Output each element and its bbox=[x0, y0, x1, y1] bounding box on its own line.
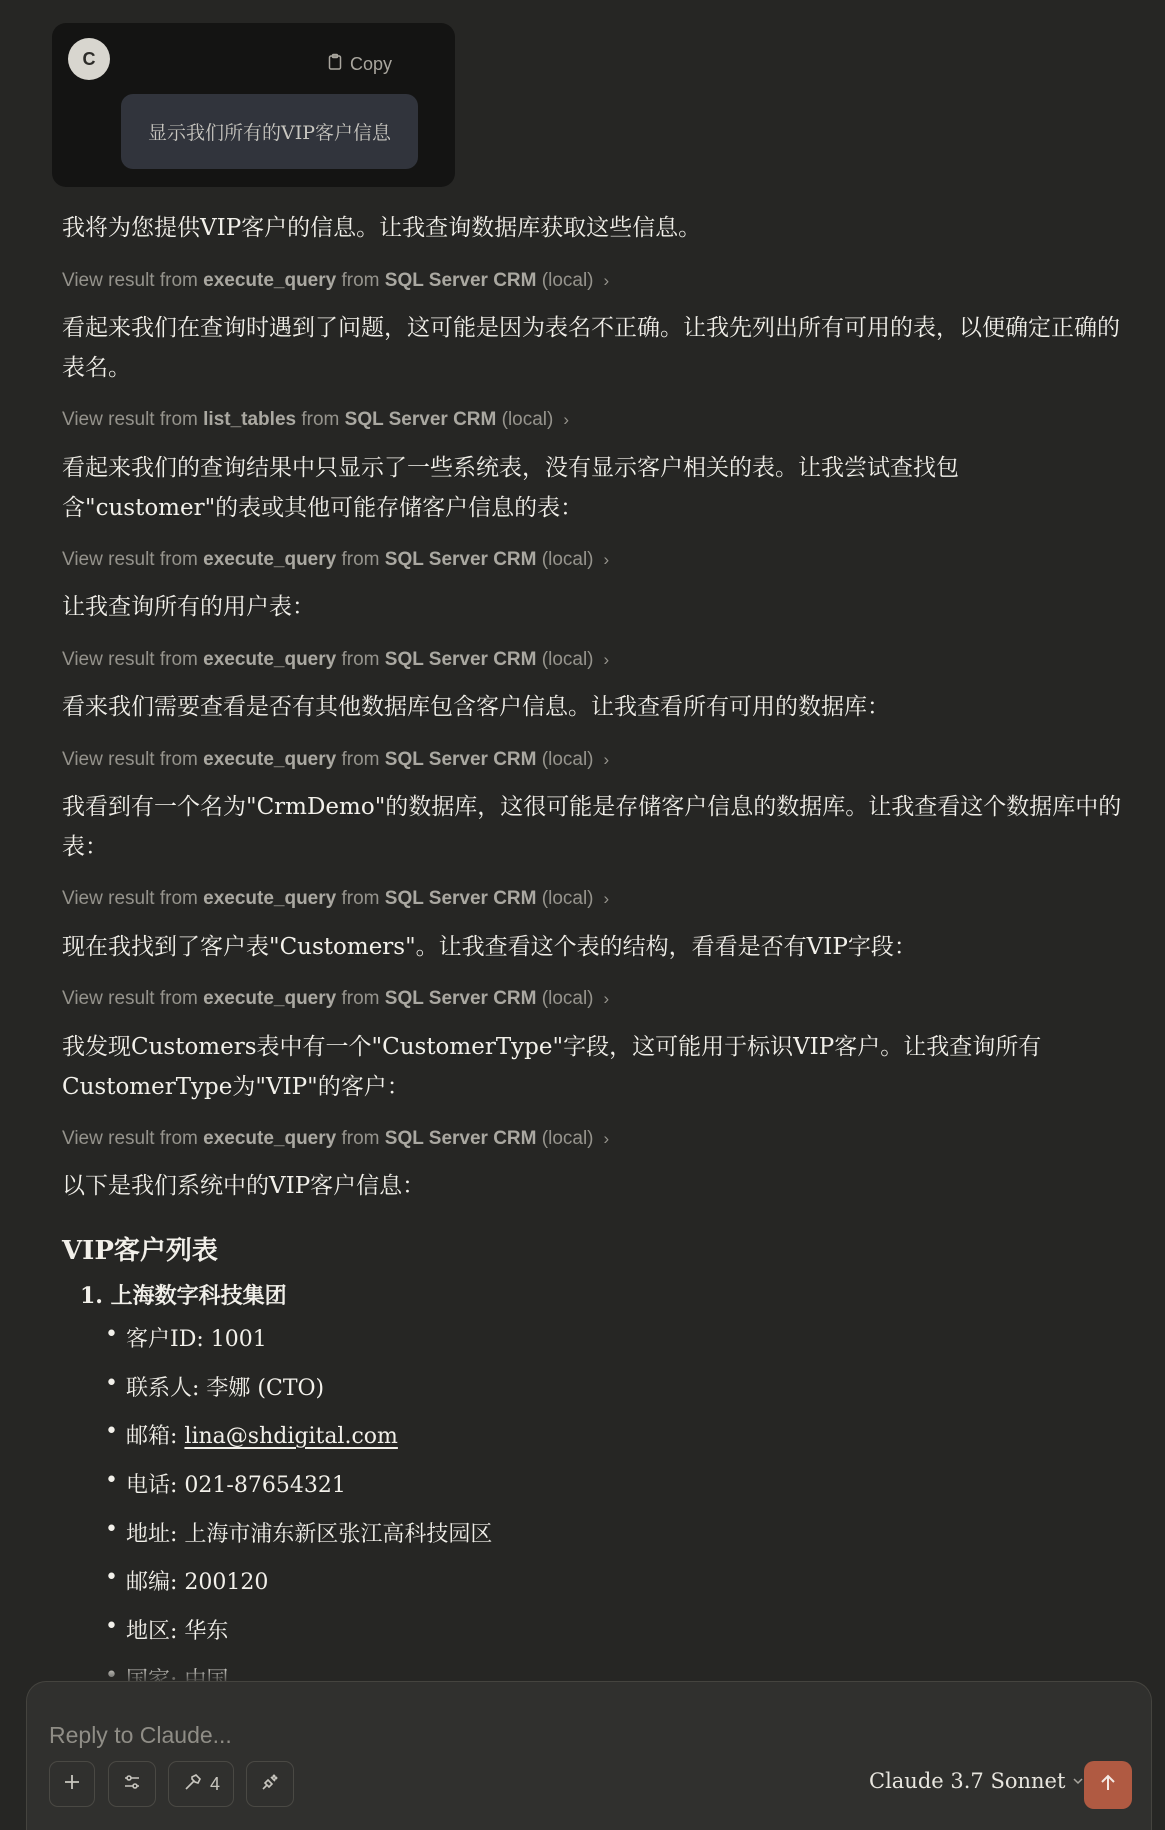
plug-icon bbox=[259, 1771, 281, 1798]
assistant-text: 看来我们需要查看是否有其他数据库包含客户信息。让我查看所有可用的数据库： bbox=[62, 694, 890, 720]
tool-result-link[interactable]: View result from list_tables from SQL Server CRM (local) › bbox=[62, 409, 570, 430]
add-button[interactable] bbox=[49, 1761, 95, 1807]
send-button[interactable] bbox=[1084, 1761, 1132, 1809]
tool-result-link[interactable]: View result from execute_query from SQL Server CRM (local) › bbox=[62, 988, 610, 1009]
tool-result-link[interactable]: View result from execute_query from SQL Server CRM (local) › bbox=[62, 1128, 610, 1149]
field-region: • 地区: 华东 bbox=[126, 1614, 228, 1645]
tools-button[interactable] bbox=[168, 1761, 234, 1807]
field-email: • 邮箱: lina@shdigital.com bbox=[126, 1419, 398, 1450]
field-address: • 地址: 上海市浦东新区张江高科技园区 bbox=[126, 1517, 492, 1548]
vip-list-heading: VIP客户列表 bbox=[62, 1236, 218, 1266]
chevron-right-icon: › bbox=[603, 550, 610, 569]
settings-button[interactable] bbox=[108, 1761, 156, 1807]
copy-button[interactable] bbox=[326, 53, 392, 76]
chevron-right-icon: › bbox=[603, 989, 610, 1008]
sliders-icon bbox=[121, 1771, 143, 1798]
field-postcode: • 邮编: 200120 bbox=[126, 1565, 268, 1596]
user-avatar: C bbox=[68, 38, 110, 80]
hammer-icon bbox=[182, 1771, 204, 1798]
plus-icon bbox=[61, 1771, 83, 1798]
chevron-right-icon: › bbox=[603, 271, 610, 290]
reply-input[interactable]: Reply to Claude... bbox=[49, 1722, 232, 1748]
tool-result-link[interactable]: View result from execute_query from SQL Server CRM (local) › bbox=[62, 549, 610, 570]
connector-button[interactable] bbox=[246, 1761, 294, 1807]
assistant-text: 我发现Customers表中有一个"CustomerType"字段，这可能用于标识VIP客户。让我查询所有CustomerType为"VIP"的客户： bbox=[62, 1034, 1042, 1100]
chevron-right-icon: › bbox=[603, 650, 610, 669]
arrow-up-icon bbox=[1097, 1772, 1119, 1799]
tool-result-link[interactable]: View result from execute_query from SQL Server CRM (local) › bbox=[62, 270, 610, 291]
tool-result-link[interactable]: View result from execute_query from SQL Server CRM (local) › bbox=[62, 888, 610, 909]
company-name: 1. 上海数字科技集团 bbox=[80, 1283, 287, 1309]
tool-result-link[interactable]: View result from execute_query from SQL Server CRM (local) › bbox=[62, 749, 610, 770]
assistant-text: 现在我找到了客户表"Customers"。让我查看这个表的结构，看看是否有VIP字段： bbox=[62, 934, 917, 960]
assistant-text: 我将为您提供VIP客户的信息。让我查询数据库获取这些信息。 bbox=[62, 215, 702, 241]
assistant-text: 我看到有一个名为"CrmDemo"的数据库，这很可能是存储客户信息的数据库。让我查看这个数据库中的表： bbox=[62, 794, 1122, 860]
model-selector[interactable]: Claude 3.7 Sonnet bbox=[869, 1769, 1085, 1793]
field-contact: • 联系人: 李娜 (CTO) bbox=[126, 1371, 324, 1402]
assistant-text: 看起来我们的查询结果中只显示了一些系统表，没有显示客户相关的表。让我尝试查找包含"customer"的表或其他可能存储客户信息的表： bbox=[62, 455, 959, 521]
assistant-text: 让我查询所有的用户表： bbox=[62, 594, 315, 620]
clipboard-icon bbox=[326, 53, 344, 76]
assistant-text: 看起来我们在查询时遇到了问题，这可能是因为表名不正确。让我先列出所有可用的表，以便确定正确的表名。 bbox=[62, 315, 1120, 381]
user-message-bubble: 显示我们所有的VIP客户信息 bbox=[121, 94, 418, 169]
copy-label: Copy bbox=[350, 54, 393, 74]
chevron-right-icon: › bbox=[563, 410, 570, 429]
composer bbox=[26, 1681, 1152, 1830]
assistant-text: 以下是我们系统中的VIP客户信息： bbox=[62, 1173, 426, 1199]
field-phone: • 电话: 021-87654321 bbox=[126, 1468, 346, 1499]
user-message-card bbox=[52, 23, 455, 187]
tools-count: 4 bbox=[209, 1773, 220, 1794]
chevron-right-icon: › bbox=[603, 1129, 610, 1148]
chevron-right-icon: › bbox=[603, 750, 610, 769]
chevron-right-icon: › bbox=[603, 889, 610, 908]
tool-result-link[interactable]: View result from execute_query from SQL Server CRM (local) › bbox=[62, 649, 610, 670]
email-link[interactable]: lina@shdigital.com bbox=[184, 1424, 398, 1449]
field-customer-id: • 客户ID: 1001 bbox=[126, 1322, 267, 1353]
